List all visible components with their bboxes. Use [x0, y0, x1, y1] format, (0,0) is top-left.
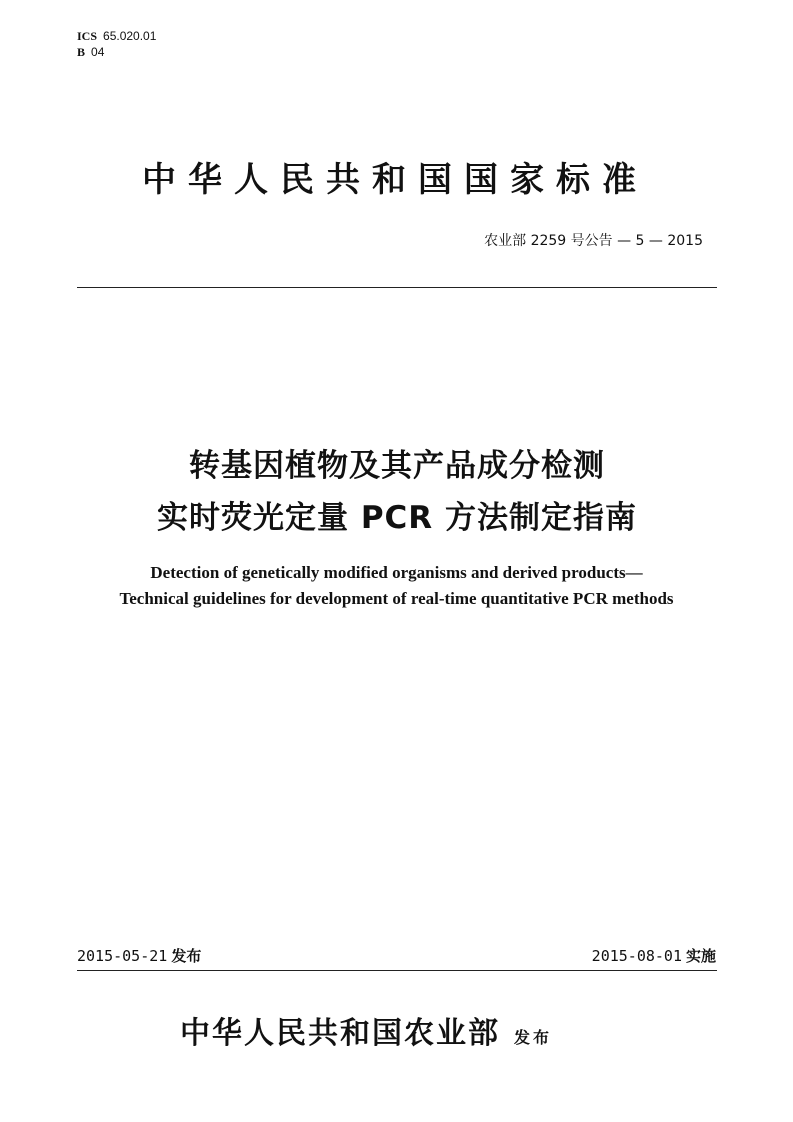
- title-zh-line2: 实时荧光定量 PCR 方法制定指南: [157, 500, 637, 536]
- national-standard-title: 中华人民共和国国家标准: [142, 160, 648, 200]
- ccs-value: 04: [91, 45, 105, 59]
- ics-code: [77, 28, 156, 44]
- classification-codes: [77, 28, 156, 60]
- issue-date: 2015-05-21: [77, 947, 168, 965]
- ics-label: ICS: [77, 29, 98, 43]
- ics-value: 65.020.01: [103, 29, 157, 43]
- issue-label: 发布: [171, 947, 202, 965]
- title-en-line2: Technical guidelines for development of real-time quantitative PCR methods: [119, 589, 674, 608]
- footer-divider: [77, 970, 717, 971]
- implementation-label: 实施: [685, 947, 716, 965]
- title-en-line1: Detection of genetically modified organisms and derived products—: [150, 563, 643, 582]
- ccs-code: [77, 44, 156, 60]
- header-divider: [77, 287, 717, 288]
- standard-number: 农业部 2259 号公告 — 5 — 2015: [484, 233, 703, 249]
- ccs-label: B: [77, 45, 86, 59]
- issuer-block: [180, 1008, 552, 1052]
- implementation-date-block: [592, 945, 716, 966]
- issue-date-block: [77, 945, 201, 966]
- title-zh-line1: 转基因植物及其产品成分检测: [189, 448, 605, 484]
- issuer-name: 中华人民共和国农业部: [180, 1016, 500, 1051]
- implementation-date: 2015-08-01: [591, 947, 682, 965]
- issuer-label: 发布: [514, 1028, 553, 1047]
